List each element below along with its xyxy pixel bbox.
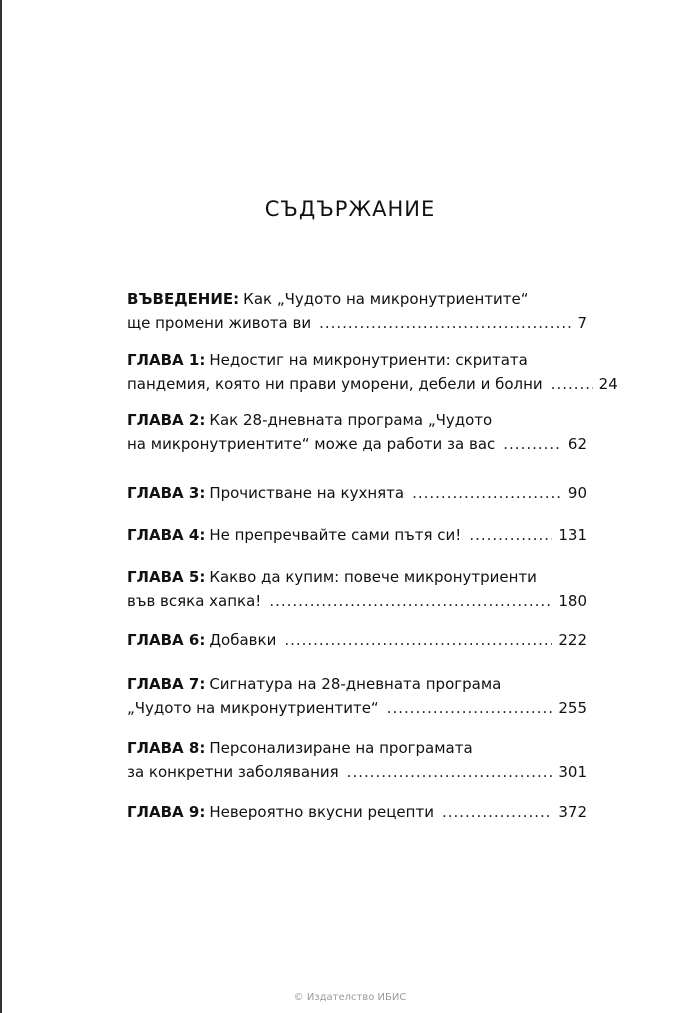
- dot-leader: [284, 628, 552, 652]
- page-number: 90: [567, 484, 587, 502]
- toc-entry-line: [127, 696, 587, 720]
- dot-leader: [387, 696, 553, 720]
- toc-entry-line: [127, 311, 587, 335]
- page-number: 62: [567, 435, 587, 453]
- dot-leader: [319, 311, 571, 335]
- page-number: 255: [558, 699, 587, 717]
- page-number: 24: [598, 375, 618, 393]
- dot-leader: [269, 589, 552, 613]
- page-number: 301: [558, 763, 587, 781]
- toc-entry-chapter-8[interactable]: [127, 736, 587, 784]
- dot-leader: [503, 432, 562, 456]
- toc-entry-title: Невероятно вкусни рецепти: [209, 803, 434, 821]
- toc-entry-line: [127, 760, 587, 784]
- toc-entry-line: [127, 628, 587, 652]
- dot-leader: [412, 481, 562, 505]
- dot-leader: [442, 800, 552, 824]
- page-number: 180: [558, 592, 587, 610]
- toc-entry-introduction[interactable]: [127, 287, 587, 335]
- toc-entry-line: [127, 589, 587, 613]
- toc-entry-title: Не препречвайте сами пътя си!: [209, 526, 462, 544]
- toc-entry-chapter-5[interactable]: [127, 565, 587, 613]
- toc-entry-title: Персонализиране на програмата: [209, 739, 473, 757]
- toc-entry-chapter-1[interactable]: [127, 348, 618, 396]
- toc-entry-line: [127, 481, 587, 505]
- toc-entry-label: ГЛАВА 8:: [127, 739, 206, 757]
- toc-entry-label: ГЛАВА 2:: [127, 411, 206, 429]
- toc-entry-title-continued: пандемия, която ни прави уморени, дебели и болни: [127, 375, 543, 393]
- page-title: СЪДЪРЖАНИЕ: [264, 197, 436, 221]
- toc-entry-title: Недостиг на микронутриенти: скритата: [209, 351, 528, 369]
- toc-entry-title: Сигнатура на 28-дневната програма: [209, 675, 502, 693]
- toc-entry-label: ГЛАВА 7:: [127, 675, 206, 693]
- page-edge: [0, 0, 2, 1013]
- toc-entry-title: Прочистване на кухнята: [209, 484, 405, 502]
- toc-entry-label: ГЛАВА 6:: [127, 631, 206, 649]
- toc-entry-title-continued: във всяка хапка!: [127, 592, 262, 610]
- toc-entry-title: Какво да купим: повече микронутриенти: [209, 568, 537, 586]
- page-number: 372: [558, 803, 587, 821]
- toc-entry-label: ГЛАВА 4:: [127, 526, 206, 544]
- toc-entry-chapter-2[interactable]: [127, 408, 587, 456]
- page-number: 131: [558, 526, 587, 544]
- toc-entry-label: ГЛАВА 1:: [127, 351, 206, 369]
- page-number: 7: [577, 314, 587, 332]
- toc-entry-line: [127, 372, 618, 396]
- toc-entry-line: [127, 523, 587, 547]
- toc-entry-label: ГЛАВА 5:: [127, 568, 206, 586]
- toc-entry-title: Как 28-дневната програма „Чудото: [209, 411, 493, 429]
- toc-entry-chapter-3[interactable]: [127, 481, 587, 505]
- dot-leader: [469, 523, 552, 547]
- toc-entry-chapter-7[interactable]: [127, 672, 587, 720]
- toc-entry-title: Как „Чудото на микронутриентите“: [243, 290, 529, 308]
- toc-entry-line: [127, 736, 587, 760]
- toc-entry-line: [127, 565, 587, 589]
- dot-leader: [347, 760, 553, 784]
- toc-entry-chapter-9[interactable]: [127, 800, 587, 824]
- toc-entry-line: [127, 287, 587, 311]
- toc-entry-title-continued: за конкретни заболявания: [127, 763, 339, 781]
- toc-entry-title-continued: „Чудото на микронутриентите“: [127, 699, 379, 717]
- toc-entry-line: [127, 432, 587, 456]
- toc-entry-label: ГЛАВА 3:: [127, 484, 206, 502]
- publisher-credit: © Издателство ИБИС: [293, 992, 407, 1003]
- toc-entry-line: [127, 408, 587, 432]
- toc-entry-line: [127, 348, 587, 372]
- toc-entry-chapter-4[interactable]: [127, 523, 587, 547]
- toc-entry-title: Добавки: [209, 631, 277, 649]
- toc-entry-line: [127, 672, 587, 696]
- toc-entry-label: ВЪВЕДЕНИЕ:: [127, 290, 240, 308]
- toc-entry-title-continued: на микронутриентите“ може да работи за вас: [127, 435, 496, 453]
- toc-entry-label: ГЛАВА 9:: [127, 803, 206, 821]
- dot-leader: [551, 372, 593, 396]
- toc-entry-chapter-6[interactable]: [127, 628, 587, 652]
- toc-entry-line: [127, 800, 587, 824]
- toc-entry-title-continued: ще промени живота ви: [127, 314, 312, 332]
- page-number: 222: [558, 631, 587, 649]
